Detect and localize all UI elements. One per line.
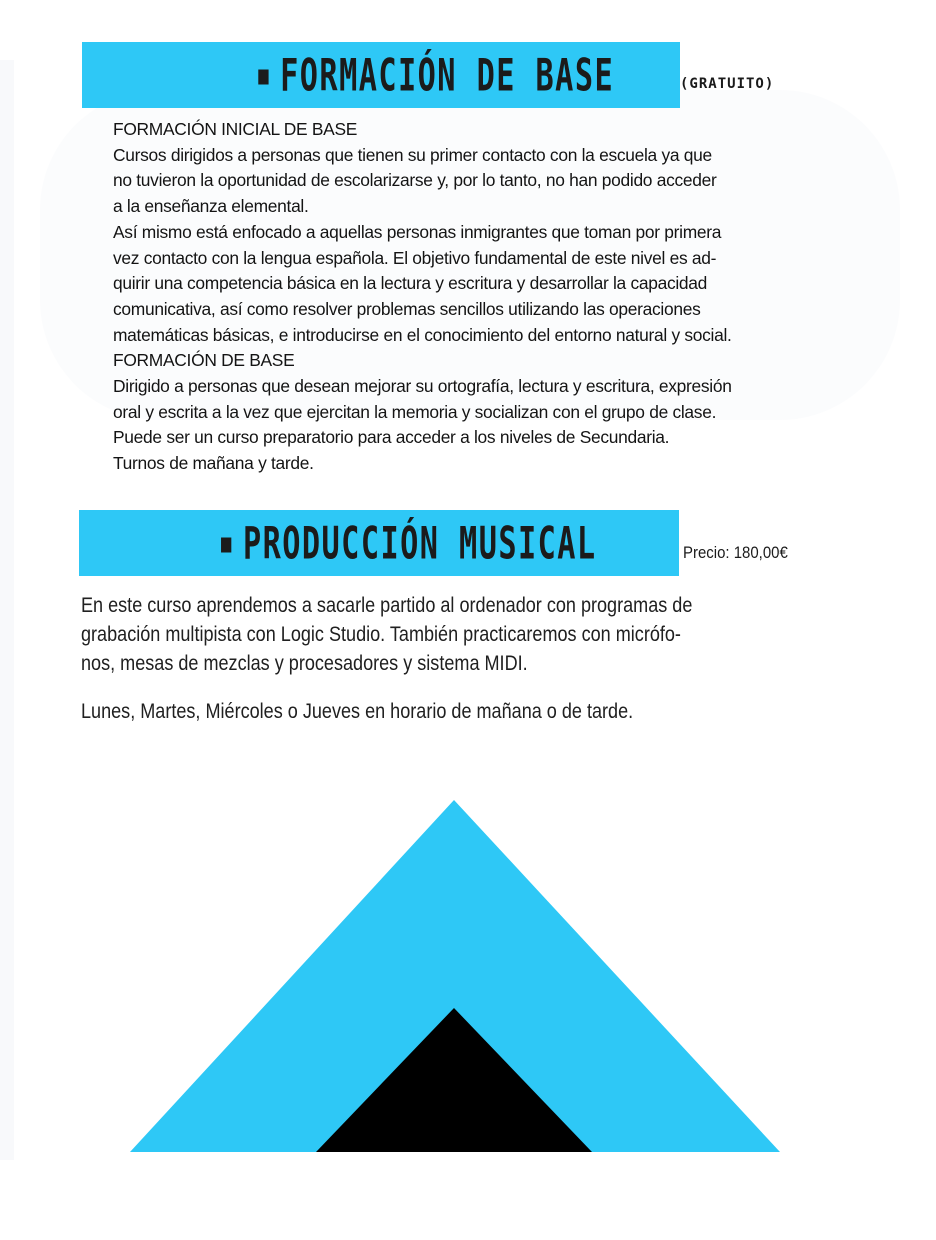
body-line: Dirigido a personas que desean mejorar su ortografía, lectura y escritura, expresión <box>113 376 732 397</box>
body-line: nos, mesas de mezclas y procesadores y sistema MIDI. <box>81 652 528 675</box>
bullet-icon: ■ <box>258 59 270 89</box>
schedule-line: Lunes, Martes, Miércoles o Jueves en horario de mañana o de tarde. <box>81 700 634 723</box>
body-line: a la enseñanza elemental. <box>113 196 309 217</box>
body-line: Así mismo está enfocado a aquellas personas inmigrantes que toman por primera <box>113 221 722 242</box>
section-title-text: FORMACIÓN DE BASE <box>279 49 614 101</box>
free-tag: (GRATUITO) <box>680 76 775 92</box>
body-line: Turnos de mañana y tarde. <box>113 453 314 474</box>
body-line: comunicativa, así como resolver problemas sencillos utilizando las operaciones <box>113 298 701 319</box>
section-header-produccion <box>79 510 679 576</box>
body-line: vez contacto con la lengua española. El objetivo fundamental de este nivel es ad- <box>113 247 717 268</box>
section-body-produccion <box>81 591 841 726</box>
price-label: Precio: 180,00€ <box>683 543 788 562</box>
section-title-text: PRODUCCIÓN MUSICAL <box>243 517 597 569</box>
body-line: matemáticas básicas, e introducirse en el conocimiento del entorno natural y social. <box>113 324 732 345</box>
section-body-formacion <box>113 117 833 477</box>
body-line: no tuvieron la oportunidad de escolarizarse y, por lo tanto, no han podido acceder <box>113 170 717 191</box>
bullet-icon: ■ <box>221 527 234 557</box>
body-line: quirir una competencia básica en la lectura y escritura y desarrollar la capacidad <box>113 273 708 294</box>
section-title <box>221 517 597 568</box>
page-edge <box>0 60 14 1160</box>
body-line: oral y escrita a la vez que ejercitan la memoria y socializan con el grupo de clase. <box>113 401 717 422</box>
section-title <box>258 49 614 100</box>
body-line: FORMACIÓN DE BASE <box>113 350 295 371</box>
body-line: Cursos dirigidos a personas que tienen su primer contacto con la escuela ya que <box>113 144 712 165</box>
body-line: grabación multipista con Logic Studio. También practicaremos con micrófo- <box>81 623 681 646</box>
section-header-formacion <box>82 42 680 108</box>
body-line: En este curso aprendemos a sacarle partido al ordenador con programas de <box>81 594 693 617</box>
body-line: FORMACIÓN INICIAL DE BASE <box>113 119 358 139</box>
body-line: Puede ser un curso preparatorio para acceder a los niveles de Secundaria. <box>113 427 670 448</box>
triangle-graphic <box>130 800 780 1152</box>
